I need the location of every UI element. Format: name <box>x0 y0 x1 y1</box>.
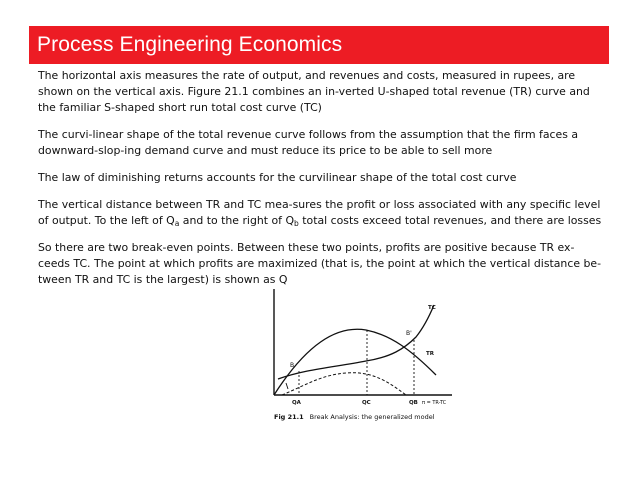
subscript-a: a <box>174 219 180 228</box>
origin-tick <box>286 383 288 389</box>
label-qa: QA <box>292 400 301 406</box>
label-qb: QB <box>409 400 418 406</box>
figure-caption <box>274 413 435 421</box>
label-tr: TR <box>426 351 434 357</box>
paragraph-2 <box>38 127 604 159</box>
label-qc: QC <box>362 400 371 406</box>
label-point-b: B <box>290 362 295 369</box>
paragraph-1 <box>38 68 604 116</box>
label-point-b-prime: B' <box>406 330 412 337</box>
paragraph-text: and to the right of Q <box>179 214 295 227</box>
paragraph-text: The law of diminishing returns accounts for the curvilinear shape of the total cost curve <box>38 171 517 184</box>
paragraph-3 <box>38 170 604 186</box>
tc-curve <box>278 305 434 379</box>
slide-body <box>38 68 604 299</box>
label-tc: TC <box>428 305 436 311</box>
paragraph-text: The horizontal axis measures the rate of output, and revenues and costs, measured in rupees, are shown on the vertical axis. Figure 21.1 combines an in-verted U-shaped total revenue (TR) curve and the familiar S-shaped short run total cost curve (TC) <box>38 69 590 114</box>
figure-number: Fig 21.1 <box>274 413 304 421</box>
slide-title-bar <box>29 26 609 64</box>
profit-curve <box>282 373 406 395</box>
slide-title: Process Engineering Economics <box>37 33 343 56</box>
paragraph-4 <box>38 197 604 229</box>
figure-caption-text: Break Analysis: the generalized model <box>309 413 435 421</box>
paragraph-text: total costs exceed total revenues, and there are losses <box>298 214 602 227</box>
label-profit: π = TR-TC <box>422 400 447 406</box>
paragraph-5 <box>38 240 604 288</box>
paragraph-text: The curvi-linear shape of the total revenue curve follows from the assumption that the firm faces a downward-slop-ing demand curve and must reduce its price to be able to sell more <box>38 128 579 157</box>
break-even-diagram <box>266 285 464 413</box>
tr-curve <box>274 329 436 395</box>
paragraph-text: The vertical distance between TR and TC mea-sures the profit or loss associated with any specific level of output. To the left of Q <box>38 198 601 227</box>
paragraph-text: So there are two break-even points. Between these two points, profits are positive because TR ex-ceeds TC. The point at which profits are maximized (that is, the point at which the vertical distance be-tween TR and TC is the largest) is shown as Q <box>38 241 602 286</box>
break-even-figure <box>266 285 464 430</box>
subscript-b: b <box>294 219 299 228</box>
